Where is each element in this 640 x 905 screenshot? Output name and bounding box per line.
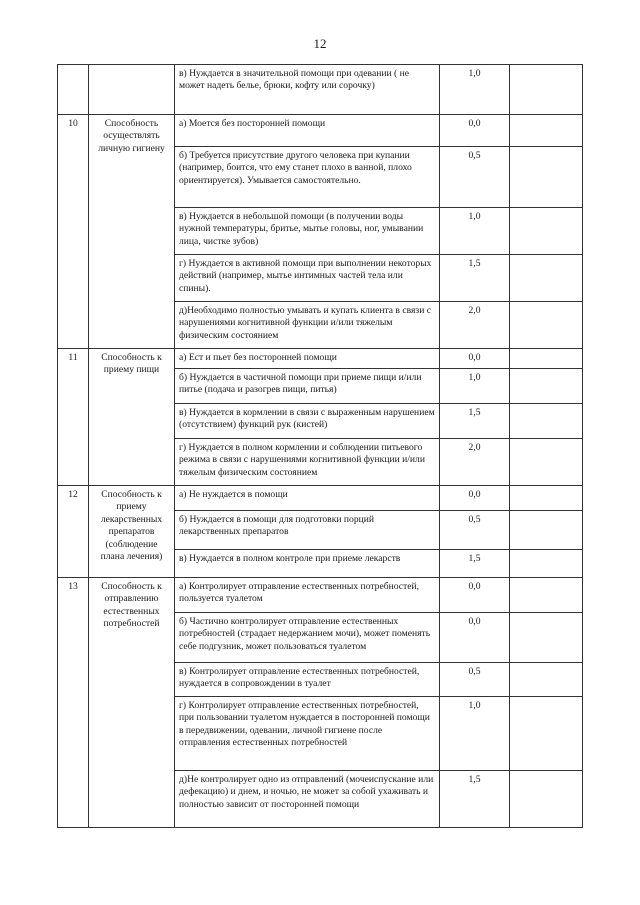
section-number: 10	[58, 115, 89, 349]
criterion-description: б) Нуждается в помощи для подготовки порций лекарственных препаратов	[175, 511, 440, 550]
criterion-description: в) Нуждается в кормлении в связи с выраженным нарушением (отсутствием) функций рук (кистей)	[175, 404, 440, 439]
empty-cell	[510, 302, 583, 349]
empty-cell	[510, 697, 583, 771]
criterion-score: 1,0	[440, 65, 510, 115]
criterion-score: 0,5	[440, 511, 510, 550]
table-row	[58, 578, 583, 613]
empty-cell	[510, 115, 583, 147]
criterion-score: 1,5	[440, 771, 510, 828]
section-category: Способность к отправлению естественных потребностей	[89, 578, 175, 828]
empty-cell	[510, 349, 583, 369]
criterion-description: в) Нуждается в полном контроле при приеме лекарств	[175, 550, 440, 578]
empty-cell	[510, 65, 583, 115]
section-category: Способность к приему пищи	[89, 349, 175, 486]
section-category	[89, 65, 175, 115]
section-number: 12	[58, 486, 89, 578]
criterion-description: д)Необходимо полностью умывать и купать клиента в связи с нарушениями когнитивной функции и/или тяжелым физическим состоянием	[175, 302, 440, 349]
empty-cell	[510, 439, 583, 486]
empty-cell	[510, 404, 583, 439]
criterion-description: б) Требуется присутствие другого человека при купании (например, боится, что ему станет плохо в ванной, плохо ориентируется). Умывается самостоятельно.	[175, 147, 440, 208]
criterion-description: г) Нуждается в полном кормлении и соблюдении питьевого режима в связи с нарушениями когнитивной функции и/или тяжелым физическим состоянием	[175, 439, 440, 486]
table-row	[58, 65, 583, 115]
empty-cell	[510, 578, 583, 613]
empty-cell	[510, 550, 583, 578]
criterion-score: 0,0	[440, 115, 510, 147]
criterion-score: 1,5	[440, 255, 510, 302]
section-number: 13	[58, 578, 89, 828]
section-number: 11	[58, 349, 89, 486]
criterion-score: 1,5	[440, 404, 510, 439]
empty-cell	[510, 663, 583, 697]
table-row	[58, 486, 583, 511]
criterion-score: 0,5	[440, 147, 510, 208]
criterion-description: а) Моется без посторонней помощи	[175, 115, 440, 147]
criterion-description: в) Нуждается в небольшой помощи (в получении воды нужной температуры, бритье, мытье головы, ног, умывании лица, чистке зубов)	[175, 208, 440, 255]
empty-cell	[510, 511, 583, 550]
empty-cell	[510, 208, 583, 255]
criterion-description: а) Ест и пьет без посторонней помощи	[175, 349, 440, 369]
criterion-description: б) Нуждается в частичной помощи при приеме пищи и/или питье (подача и разогрев пищи, питья)	[175, 369, 440, 404]
empty-cell	[510, 486, 583, 511]
criterion-description: а) Контролирует отправление естественных потребностей, пользуется туалетом	[175, 578, 440, 613]
section-category: Способность осуществлять личную гигиену	[89, 115, 175, 349]
criterion-description: г) Нуждается в активной помощи при выполнении некоторых действий (например, мытье интимных частей тела или спины).	[175, 255, 440, 302]
criterion-score: 1,0	[440, 208, 510, 255]
criterion-description: в) Нуждается в значительной помощи при одевании ( не может надеть белье, брюки, кофту или сорочку)	[175, 65, 440, 115]
criterion-description: г) Контролирует отправление естественных потребностей, при пользовании туалетом нуждается в посторонней помощи в передвижении, одевании, личной гигиене после отправления естественных потребностей	[175, 697, 440, 771]
criterion-description: а) Не нуждается в помощи	[175, 486, 440, 511]
empty-cell	[510, 771, 583, 828]
criterion-description: в) Контролирует отправление естественных потребностей, нуждается в сопровождении в туалет	[175, 663, 440, 697]
empty-cell	[510, 147, 583, 208]
assessment-table	[57, 64, 583, 828]
empty-cell	[510, 369, 583, 404]
table-row	[58, 349, 583, 369]
criterion-score: 0,0	[440, 613, 510, 663]
criterion-score: 1,0	[440, 369, 510, 404]
criterion-score: 0,0	[440, 349, 510, 369]
criterion-description: д)Не контролирует одно из отправлений (мочеиспускание или дефекацию) и днем, и ночью, не может за собой ухаживать и полностью зависит от посторонней помощи	[175, 771, 440, 828]
criterion-score: 1,5	[440, 550, 510, 578]
criterion-score: 1,0	[440, 697, 510, 771]
empty-cell	[510, 613, 583, 663]
section-number	[58, 65, 89, 115]
criterion-score: 0,0	[440, 578, 510, 613]
criterion-score: 0,0	[440, 486, 510, 511]
table-row	[58, 115, 583, 147]
empty-cell	[510, 255, 583, 302]
criterion-score: 2,0	[440, 439, 510, 486]
criterion-score: 0,5	[440, 663, 510, 697]
section-category: Способность к приему лекарственных препаратов (соблюдение плана лечения)	[89, 486, 175, 578]
criterion-score: 2,0	[440, 302, 510, 349]
page-number: 12	[313, 36, 327, 51]
criterion-description: б) Частично контролирует отправление естественных потребностей (страдает недержанием мочи), может поменять себе подгузник, может пользоваться туалетом	[175, 613, 440, 663]
